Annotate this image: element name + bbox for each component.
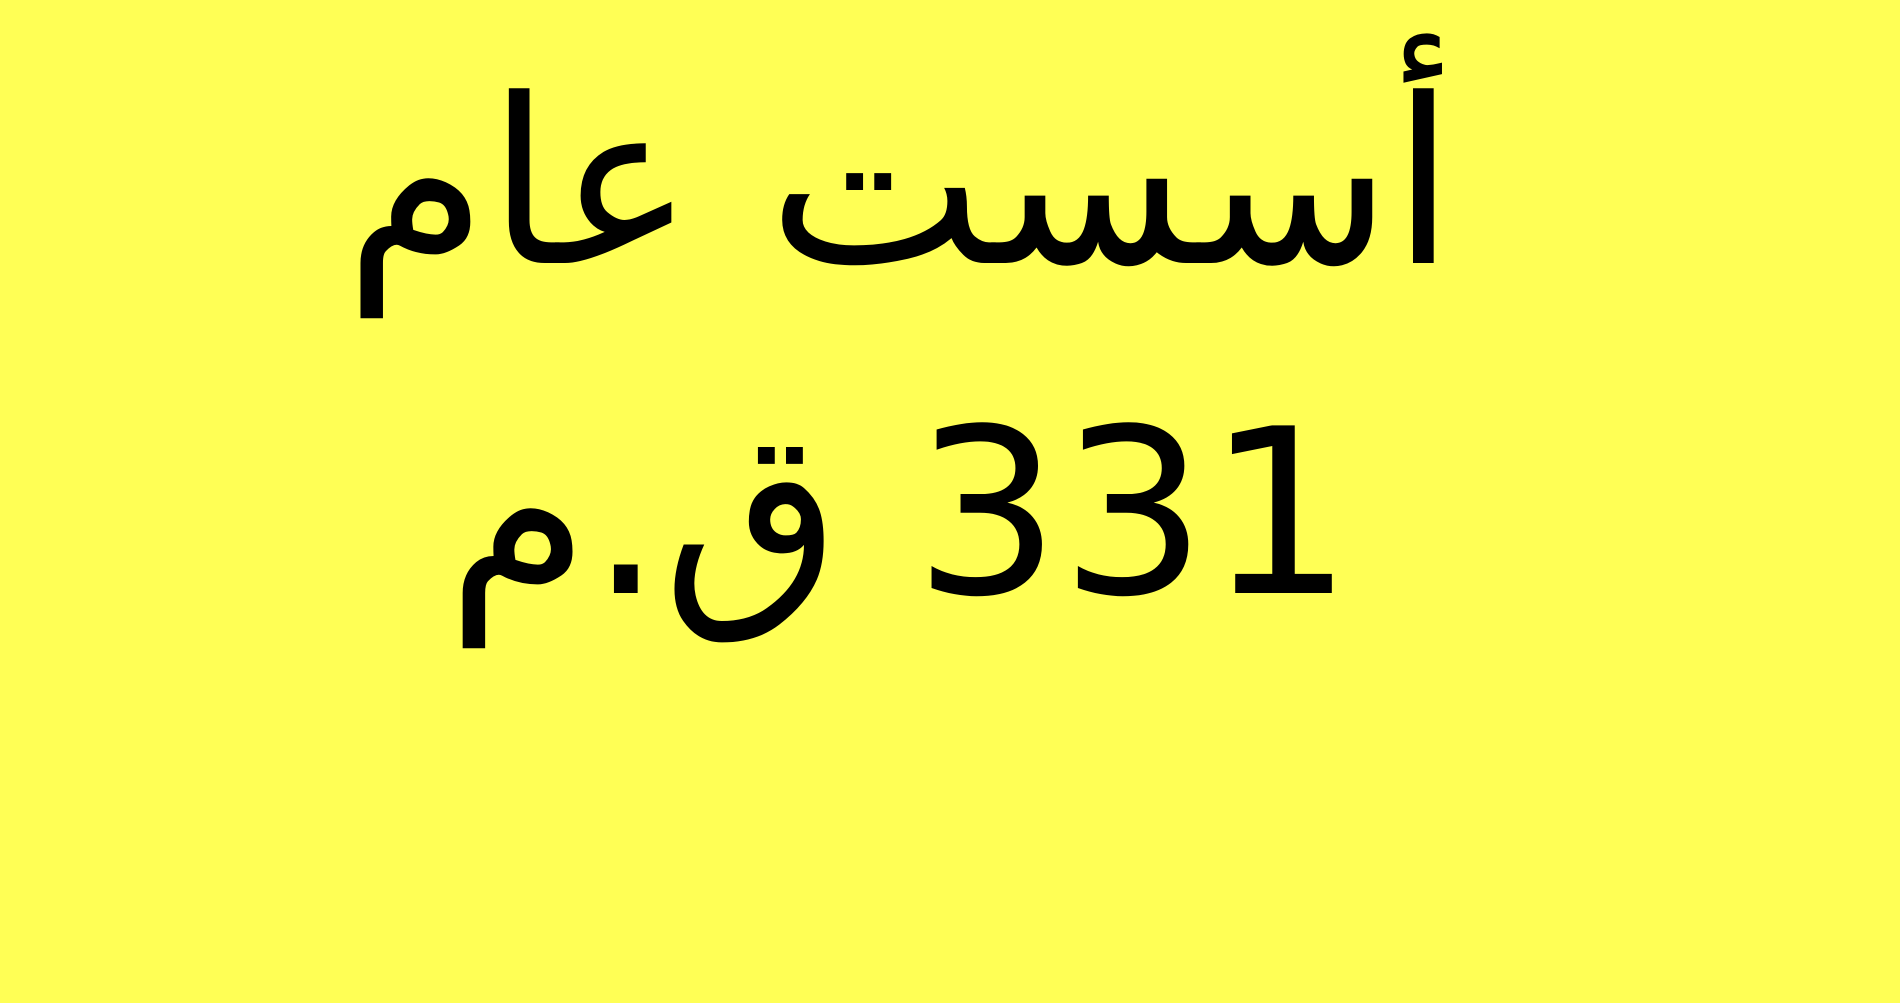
caption-line-1: أسست عام xyxy=(344,51,1456,318)
caption-line-2: 331 ق.م xyxy=(446,381,1354,648)
caption-text xyxy=(250,20,1550,680)
